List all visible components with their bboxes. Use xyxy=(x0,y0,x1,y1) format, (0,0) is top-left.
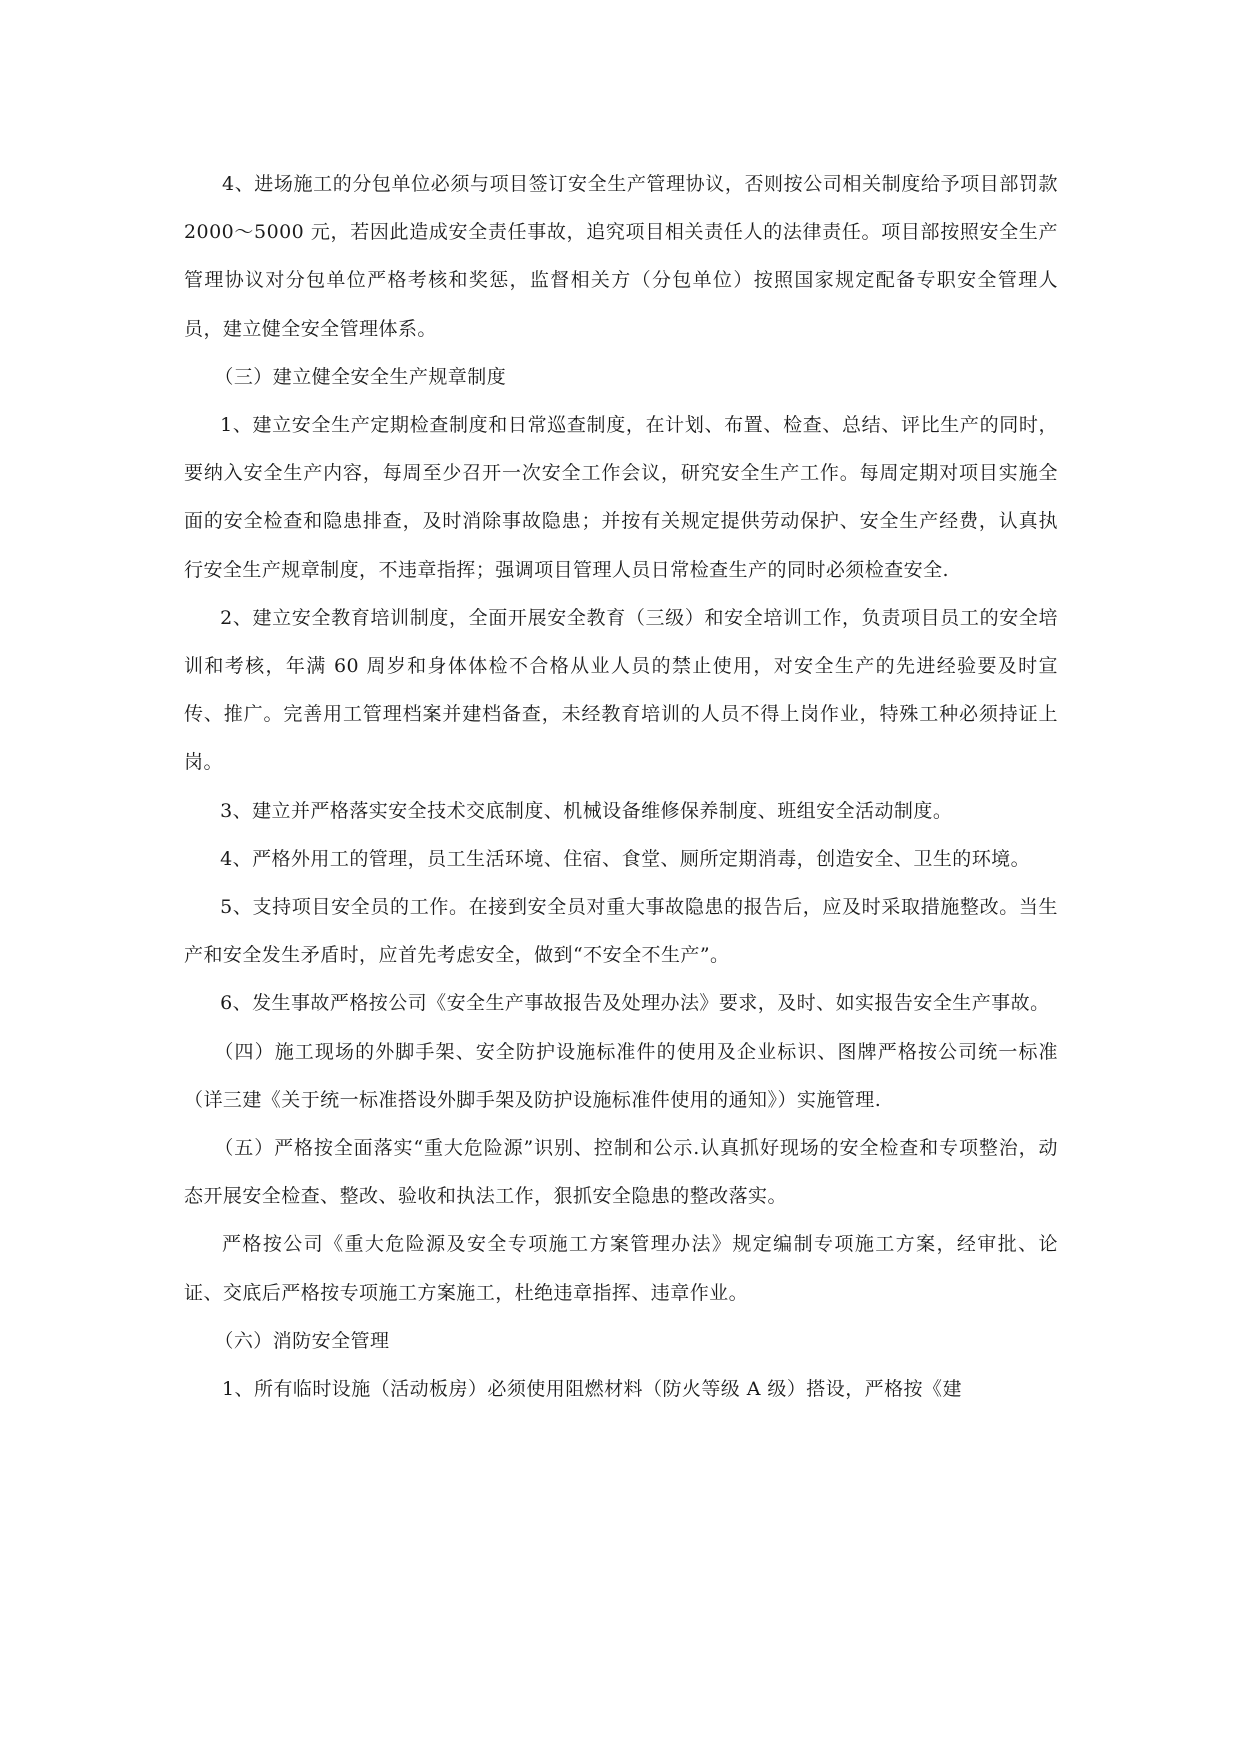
paragraph-safety-officer: 5、支持项目安全员的工作。在接到安全员对重大事故隐患的报告后，应及时采取措施整改。当生产和安全发生矛盾时，应首先考虑安全，做到“不安全不生产”。 xyxy=(184,896,1058,967)
paragraph-technical-disclosure: 3、建立并严格落实安全技术交底制度、机械设备维修保养制度、班组安全活动制度。 xyxy=(220,799,953,822)
section-heading-fire-safety: （六）消防安全管理 xyxy=(214,1329,390,1352)
section-heading-rules: （三）建立健全安全生产规章制度 xyxy=(214,365,507,388)
paragraph-temporary-facilities: 1、所有临时设施（活动板房）必须使用阻燃材料（防火等级 A 级）搭设，严格按《建 xyxy=(222,1378,962,1401)
section-heading-hazard: （五）严格按全面落实“重大危险源”识别、控制和公示.认真抓好现场的安全检查和专项整治，动态开展安全检查、整改、验收和执法工作，狠抓安全隐患的整改落实。 xyxy=(184,1137,1058,1208)
paragraph-inspection-system: 1、建立安全生产定期检查制度和日常巡查制度，在计划、布置、检查、总结、评比生产的同时，要纳入安全生产内容，每周至少召开一次安全工作会议，研究安全生产工作。每周定期对项目实施全面的安全检查和隐患排查，及时消除事故隐患；并按有关规定提供劳动保护、安全生产经费，认真执行安全生产规章制度，不违章指挥；强调项目管理人员日常检查生产的同时必须检查安全. xyxy=(184,414,1058,581)
paragraph-accident-report: 6、发生事故严格按公司《安全生产事故报告及处理办法》要求，及时、如实报告安全生产事故。 xyxy=(220,992,1050,1015)
paragraph-labor-management: 4、严格外用工的管理，员工生活环境、住宿、食堂、厕所定期消毒，创造安全、卫生的环境。 xyxy=(220,847,1031,870)
paragraph-training-system: 2、建立安全教育培训制度，全面开展安全教育（三级）和安全培训工作，负责项目员工的安全培训和考核，年满 60 周岁和身体体检不合格从业人员的禁止使用，对安全生产的先进经验要及时宣传、推广。完善用工管理档案并建档备查，未经教育培训的人员不得上岗作业，特殊工种必须持证上岗。 xyxy=(184,606,1058,774)
paragraph-special-plan: 严格按公司《重大危险源及安全专项施工方案管理办法》规定编制专项施工方案，经审批、论证、交底后严格按专项施工方案施工，杜绝违章指挥、违章作业。 xyxy=(184,1233,1058,1304)
paragraph-subcontractor-agreement: 4、进场施工的分包单位必须与项目签订安全生产管理协议，否则按公司相关制度给予项目部罚款 2000～5000 元，若因此造成安全责任事故，追究项目相关责任人的法律责任。项目部按照安全生产管理协议对分包单位严格考核和奖惩，监督相关方（分包单位）按照国家规定配备专职安全管理人员，建立健全安全管理体系。 xyxy=(184,173,1058,340)
section-heading-scaffold: （四）施工现场的外脚手架、安全防护设施标准件的使用及企业标识、图牌严格按公司统一标准（详三建《关于统一标准搭设外脚手架及防护设施标准件使用的通知》）实施管理. xyxy=(184,1040,1058,1111)
document-body xyxy=(184,160,1058,1413)
